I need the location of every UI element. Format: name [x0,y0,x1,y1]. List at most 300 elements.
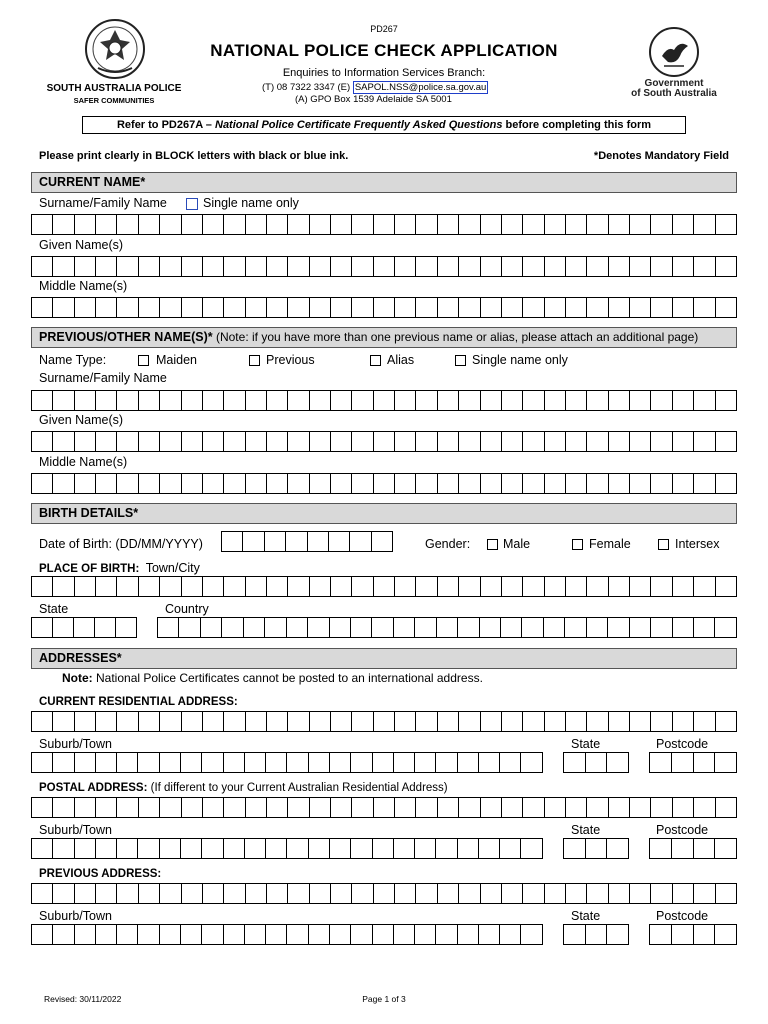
character-box[interactable] [160,576,181,597]
character-box[interactable] [630,214,651,235]
character-box[interactable] [523,883,544,904]
character-box[interactable] [32,617,53,638]
previous-surname-boxes[interactable] [31,390,737,411]
character-box[interactable] [75,838,96,859]
character-box[interactable] [545,431,566,452]
character-box[interactable] [609,883,630,904]
character-box[interactable] [481,473,502,494]
character-box[interactable] [182,431,203,452]
character-box[interactable] [694,214,715,235]
character-box[interactable] [352,431,373,452]
character-box[interactable] [53,797,74,818]
character-box[interactable] [672,752,694,773]
character-box[interactable] [416,297,437,318]
character-box[interactable] [544,617,565,638]
character-box[interactable] [139,214,160,235]
character-box[interactable] [224,256,245,277]
character-box[interactable] [694,431,715,452]
character-box[interactable] [587,883,608,904]
character-box[interactable] [224,883,245,904]
character-box[interactable] [202,838,223,859]
character-box[interactable] [266,924,287,945]
character-box[interactable] [416,431,437,452]
postal-postcode-boxes[interactable] [649,838,737,859]
character-box[interactable] [545,390,566,411]
character-box[interactable] [609,431,630,452]
character-box[interactable] [587,390,608,411]
character-box[interactable] [500,752,521,773]
character-box[interactable] [267,576,288,597]
character-box[interactable] [287,838,308,859]
character-box[interactable] [288,711,309,732]
character-box[interactable] [374,256,395,277]
character-box[interactable] [309,924,330,945]
character-box[interactable] [117,214,138,235]
character-box[interactable] [587,617,608,638]
character-box[interactable] [117,797,138,818]
character-box[interactable] [351,617,372,638]
character-box[interactable] [608,617,629,638]
character-box[interactable] [374,473,395,494]
character-box[interactable] [566,297,587,318]
character-box[interactable] [245,752,266,773]
character-box[interactable] [203,711,224,732]
character-box[interactable] [138,924,159,945]
character-box[interactable] [288,431,309,452]
character-box[interactable] [32,473,53,494]
character-box[interactable] [716,431,737,452]
character-box[interactable] [32,711,53,732]
character-box[interactable] [394,617,415,638]
character-box[interactable] [673,473,694,494]
character-box[interactable] [75,711,96,732]
character-box[interactable] [630,431,651,452]
character-box[interactable] [630,473,651,494]
character-box[interactable] [374,431,395,452]
character-box[interactable] [310,390,331,411]
character-box[interactable] [587,711,608,732]
character-box[interactable] [203,576,224,597]
character-box[interactable] [395,883,416,904]
character-box[interactable] [481,297,502,318]
character-box[interactable] [566,214,587,235]
character-box[interactable] [53,576,74,597]
birth-country-boxes[interactable] [157,617,737,638]
character-box[interactable] [415,617,436,638]
character-box[interactable] [267,214,288,235]
character-box[interactable] [224,390,245,411]
character-box[interactable] [117,752,138,773]
character-box[interactable] [224,473,245,494]
character-box[interactable] [182,214,203,235]
character-box[interactable] [53,390,74,411]
character-box[interactable] [500,838,521,859]
character-box[interactable] [139,431,160,452]
character-box[interactable] [436,752,457,773]
character-box[interactable] [459,711,480,732]
character-box[interactable] [436,838,457,859]
character-box[interactable] [458,752,479,773]
character-box[interactable] [502,431,523,452]
character-box[interactable] [694,752,716,773]
character-box[interactable] [651,390,672,411]
character-box[interactable] [351,752,372,773]
character-box[interactable] [416,797,437,818]
character-box[interactable] [267,256,288,277]
character-box[interactable] [523,473,544,494]
character-box[interactable] [160,473,181,494]
character-box[interactable] [309,752,330,773]
character-box[interactable] [521,838,542,859]
character-box[interactable] [352,390,373,411]
character-box[interactable] [438,256,459,277]
character-box[interactable] [245,838,266,859]
character-box[interactable] [416,390,437,411]
character-box[interactable] [395,576,416,597]
character-box[interactable] [521,924,542,945]
character-box[interactable] [243,531,264,552]
character-box[interactable] [203,256,224,277]
previous-postcode-boxes[interactable] [649,924,737,945]
character-box[interactable] [415,924,436,945]
character-box[interactable] [566,576,587,597]
character-box[interactable] [202,924,223,945]
character-box[interactable] [500,924,521,945]
character-box[interactable] [75,752,96,773]
character-box[interactable] [502,214,523,235]
character-box[interactable] [53,711,74,732]
character-box[interactable] [502,883,523,904]
character-box[interactable] [586,838,608,859]
character-box[interactable] [502,256,523,277]
character-box[interactable] [437,617,458,638]
character-box[interactable] [201,617,222,638]
character-box[interactable] [139,473,160,494]
character-box[interactable] [139,297,160,318]
character-box[interactable] [481,711,502,732]
character-box[interactable] [331,711,352,732]
character-box[interactable] [651,473,672,494]
character-box[interactable] [395,473,416,494]
character-box[interactable] [651,797,672,818]
character-box[interactable] [160,883,181,904]
character-box[interactable] [609,797,630,818]
intersex-checkbox[interactable] [658,539,669,550]
character-box[interactable] [352,797,373,818]
character-box[interactable] [246,297,267,318]
current-surname-boxes[interactable] [31,214,737,235]
character-box[interactable] [587,797,608,818]
character-box[interactable] [288,883,309,904]
character-box[interactable] [117,431,138,452]
character-box[interactable] [351,838,372,859]
character-box[interactable] [53,883,74,904]
character-box[interactable] [672,838,694,859]
character-box[interactable] [587,576,608,597]
character-box[interactable] [32,883,53,904]
character-box[interactable] [179,617,200,638]
character-box[interactable] [352,473,373,494]
character-box[interactable] [331,431,352,452]
character-box[interactable] [351,924,372,945]
character-box[interactable] [350,531,371,552]
character-box[interactable] [267,883,288,904]
character-box[interactable] [267,473,288,494]
character-box[interactable] [182,297,203,318]
character-box[interactable] [673,214,694,235]
character-box[interactable] [545,473,566,494]
character-box[interactable] [245,924,266,945]
character-box[interactable] [224,576,245,597]
character-box[interactable] [310,256,331,277]
character-box[interactable] [222,617,243,638]
character-box[interactable] [459,214,480,235]
character-box[interactable] [523,711,544,732]
character-box[interactable] [53,297,74,318]
character-box[interactable] [587,473,608,494]
character-box[interactable] [352,214,373,235]
character-box[interactable] [352,711,373,732]
character-box[interactable] [374,390,395,411]
character-box[interactable] [586,752,608,773]
character-box[interactable] [481,797,502,818]
character-box[interactable] [352,576,373,597]
character-box[interactable] [459,390,480,411]
character-box[interactable] [117,838,138,859]
character-box[interactable] [587,431,608,452]
character-box[interactable] [331,797,352,818]
character-box[interactable] [651,256,672,277]
character-box[interactable] [716,256,737,277]
character-box[interactable] [481,431,502,452]
character-box[interactable] [694,711,715,732]
character-box[interactable] [651,576,672,597]
character-box[interactable] [182,797,203,818]
character-box[interactable] [566,473,587,494]
character-box[interactable] [607,838,629,859]
character-box[interactable] [32,752,53,773]
character-box[interactable] [246,797,267,818]
character-box[interactable] [395,297,416,318]
character-box[interactable] [32,576,53,597]
character-box[interactable] [224,752,245,773]
character-box[interactable] [395,711,416,732]
character-box[interactable] [96,214,117,235]
character-box[interactable] [523,797,544,818]
character-box[interactable] [266,838,287,859]
character-box[interactable] [203,214,224,235]
character-box[interactable] [694,390,715,411]
character-box[interactable] [673,431,694,452]
character-box[interactable] [32,214,53,235]
character-box[interactable] [75,390,96,411]
current-single-name-checkbox[interactable] [186,198,198,210]
character-box[interactable] [521,752,542,773]
character-box[interactable] [438,473,459,494]
character-box[interactable] [117,473,138,494]
character-box[interactable] [74,617,95,638]
character-box[interactable] [673,297,694,318]
character-box[interactable] [716,297,737,318]
postal-address-boxes[interactable] [31,797,737,818]
character-box[interactable] [310,797,331,818]
character-box[interactable] [502,390,523,411]
character-box[interactable] [694,924,716,945]
character-box[interactable] [182,390,203,411]
character-box[interactable] [330,752,351,773]
previous-address-boxes[interactable] [31,883,737,904]
character-box[interactable] [266,752,287,773]
character-box[interactable] [673,576,694,597]
character-box[interactable] [139,711,160,732]
character-box[interactable] [566,431,587,452]
character-box[interactable] [287,617,308,638]
character-box[interactable] [650,838,672,859]
character-box[interactable] [374,214,395,235]
character-box[interactable] [53,256,74,277]
character-box[interactable] [716,390,737,411]
character-box[interactable] [96,883,117,904]
character-box[interactable] [182,883,203,904]
character-box[interactable] [352,256,373,277]
character-box[interactable] [203,297,224,318]
character-box[interactable] [373,924,394,945]
character-box[interactable] [310,711,331,732]
character-box[interactable] [246,256,267,277]
character-box[interactable] [459,473,480,494]
character-box[interactable] [96,431,117,452]
character-box[interactable] [694,576,715,597]
character-box[interactable] [310,576,331,597]
character-box[interactable] [416,883,437,904]
postal-state-boxes[interactable] [563,838,629,859]
character-box[interactable] [438,431,459,452]
character-box[interactable] [96,473,117,494]
character-box[interactable] [352,297,373,318]
character-box[interactable] [523,297,544,318]
character-box[interactable] [438,297,459,318]
character-box[interactable] [224,711,245,732]
character-box[interactable] [609,576,630,597]
character-box[interactable] [181,924,202,945]
character-box[interactable] [267,431,288,452]
character-box[interactable] [373,838,394,859]
character-box[interactable] [310,214,331,235]
character-box[interactable] [96,256,117,277]
character-box[interactable] [267,797,288,818]
character-box[interactable] [222,531,243,552]
character-box[interactable] [182,473,203,494]
previous-middle-boxes[interactable] [31,473,737,494]
character-box[interactable] [116,617,137,638]
character-box[interactable] [224,297,245,318]
character-box[interactable] [438,214,459,235]
character-box[interactable] [372,617,393,638]
character-box[interactable] [32,256,53,277]
character-box[interactable] [479,924,500,945]
character-box[interactable] [288,256,309,277]
character-box[interactable] [607,924,629,945]
character-box[interactable] [715,838,737,859]
character-box[interactable] [374,797,395,818]
character-box[interactable] [96,576,117,597]
character-box[interactable] [458,924,479,945]
character-box[interactable] [673,883,694,904]
character-box[interactable] [459,883,480,904]
character-box[interactable] [158,617,179,638]
character-box[interactable] [139,576,160,597]
character-box[interactable] [160,752,181,773]
character-box[interactable] [716,797,737,818]
character-box[interactable] [587,214,608,235]
character-box[interactable] [566,883,587,904]
character-box[interactable] [481,390,502,411]
character-box[interactable] [395,256,416,277]
character-box[interactable] [75,924,96,945]
character-box[interactable] [139,256,160,277]
character-box[interactable] [139,797,160,818]
character-box[interactable] [267,711,288,732]
character-box[interactable] [288,473,309,494]
character-box[interactable] [609,214,630,235]
character-box[interactable] [459,797,480,818]
character-box[interactable] [203,797,224,818]
character-box[interactable] [651,297,672,318]
character-box[interactable] [715,924,737,945]
character-box[interactable] [96,390,117,411]
character-box[interactable] [650,752,672,773]
character-box[interactable] [394,924,415,945]
character-box[interactable] [331,576,352,597]
character-box[interactable] [480,617,501,638]
character-box[interactable] [372,531,393,552]
character-box[interactable] [202,752,223,773]
character-box[interactable] [415,838,436,859]
character-box[interactable] [75,797,96,818]
character-box[interactable] [502,576,523,597]
character-box[interactable] [203,883,224,904]
character-box[interactable] [673,617,694,638]
current-middle-boxes[interactable] [31,297,737,318]
character-box[interactable] [395,797,416,818]
character-box[interactable] [566,256,587,277]
character-box[interactable] [330,617,351,638]
character-box[interactable] [287,924,308,945]
character-box[interactable] [694,883,715,904]
character-box[interactable] [564,838,586,859]
character-box[interactable] [117,390,138,411]
character-box[interactable] [694,256,715,277]
character-box[interactable] [96,752,117,773]
birth-state-boxes[interactable] [31,617,137,638]
character-box[interactable] [651,883,672,904]
character-box[interactable] [117,711,138,732]
character-box[interactable] [564,924,586,945]
character-box[interactable] [394,752,415,773]
character-box[interactable] [436,924,457,945]
character-box[interactable] [523,576,544,597]
character-box[interactable] [545,883,566,904]
character-box[interactable] [630,297,651,318]
character-box[interactable] [331,214,352,235]
character-box[interactable] [288,390,309,411]
previous-given-boxes[interactable] [31,431,737,452]
character-box[interactable] [566,797,587,818]
character-box[interactable] [203,473,224,494]
character-box[interactable] [246,883,267,904]
character-box[interactable] [224,431,245,452]
character-box[interactable] [160,711,181,732]
